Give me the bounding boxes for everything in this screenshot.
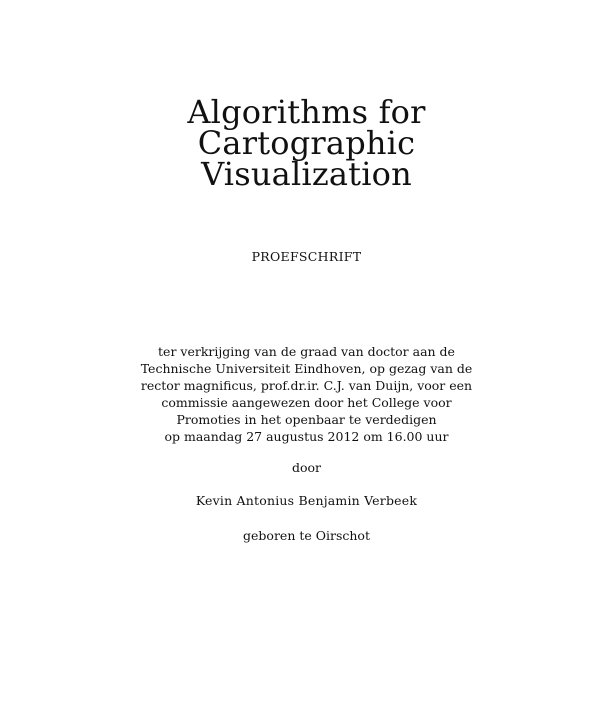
- thesis-title-line: Visualization: [201, 155, 412, 193]
- thesis-title-line: Algorithms for: [187, 93, 426, 131]
- author-name: Kevin Antonius Benjamin Verbeek: [195, 493, 418, 508]
- document-type-label: PROEFSCHRIFT: [251, 249, 362, 264]
- degree-statement-line: op maandag 27 augustus 2012 om 16.00 uur: [164, 429, 449, 444]
- degree-statement-line: Technische Universiteit Eindhoven, op gezag van de: [140, 361, 473, 376]
- thesis-title: [0, 93, 613, 193]
- degree-statement: [0, 343, 613, 445]
- degree-statement-line: commissie aangewezen door het College voor: [161, 395, 452, 410]
- thesis-title-line: Cartographic: [197, 124, 416, 162]
- degree-statement-line: rector magnificus, prof.dr.ir. C.J. van Duijn, voor een: [140, 378, 473, 393]
- by-label: door: [291, 460, 322, 475]
- birthplace-line: geboren te Oirschot: [243, 528, 370, 543]
- degree-statement-line: Promoties in het openbaar te verdedigen: [176, 412, 437, 427]
- degree-statement-line: ter verkrijging van de graad van doctor aan de: [158, 344, 455, 359]
